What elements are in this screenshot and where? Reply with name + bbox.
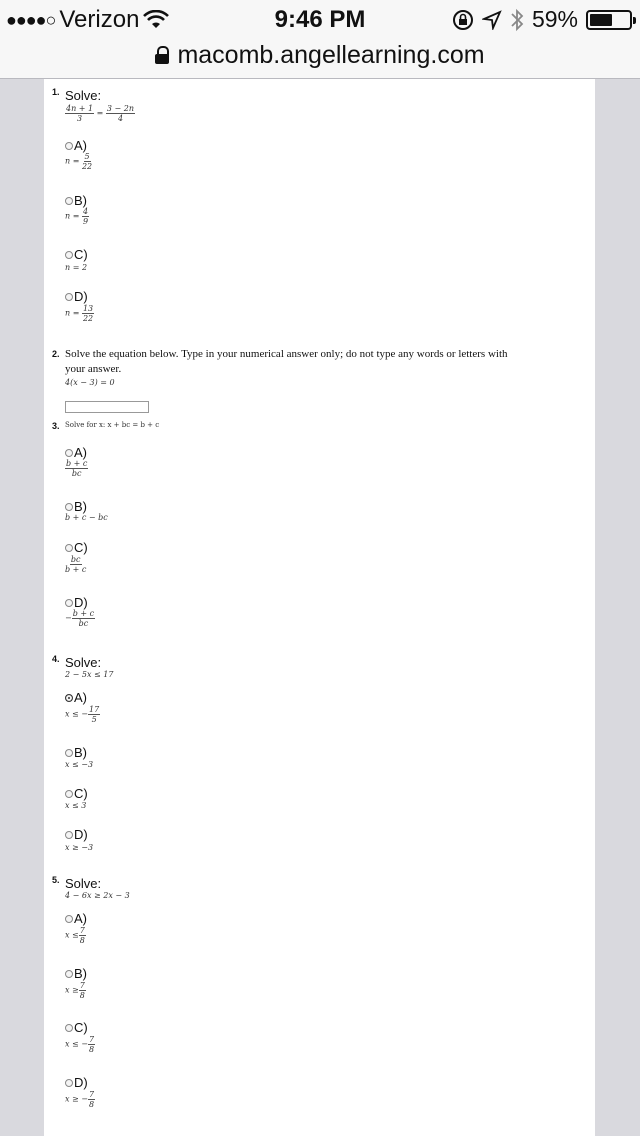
carrier-name: Verizon (59, 6, 140, 33)
option-a-value: x ≤ − $\frac{17}{5}$ (65, 705, 100, 724)
option-c[interactable]: C) (65, 1020, 88, 1035)
battery-icon (586, 10, 632, 30)
question-title: Solve: (65, 655, 102, 670)
option-b[interactable]: B) (65, 193, 87, 208)
signal-strength-icon: ●●●●○ (6, 9, 56, 30)
option-d[interactable]: D) (65, 827, 88, 842)
answer-input[interactable] (65, 401, 149, 413)
option-b-value: n = $\frac{4}{9}$ (65, 207, 89, 226)
option-a[interactable]: A) (65, 690, 87, 705)
option-b[interactable]: B) (65, 745, 87, 760)
option-b[interactable]: B) (65, 966, 87, 981)
option-c[interactable]: C) (65, 247, 88, 262)
option-b-value: b + c − bc (65, 513, 108, 522)
option-b-value: x ≥ $\frac{7}{8}$ (65, 981, 85, 1000)
bluetooth-icon (510, 8, 524, 32)
radio-button[interactable] (65, 293, 73, 301)
question-number: 5. (52, 875, 60, 885)
question-equation: 4 − 6x ≥ 2x − 3 (65, 891, 130, 900)
question-title: Solve the equation below. Type in your numerical answer only; do not type any words or letters with (65, 348, 508, 360)
radio-button[interactable] (65, 599, 73, 607)
question-number: 4. (52, 654, 60, 664)
radio-button[interactable] (65, 544, 73, 552)
option-c-value: x ≤ 3 (65, 801, 87, 810)
battery-level (590, 14, 612, 26)
option-b-value: x ≤ −3 (65, 760, 94, 769)
option-b[interactable]: B) (65, 499, 87, 514)
radio-button[interactable] (65, 197, 73, 205)
question-title: Solve for x: x + bc = b + c (65, 421, 160, 429)
option-d[interactable]: D) (65, 595, 88, 610)
question-number: 1. (52, 87, 60, 97)
option-a[interactable]: A) (65, 445, 87, 460)
url-text: macomb.angellearning.com (177, 41, 485, 69)
option-d[interactable]: D) (65, 289, 88, 304)
question-number: 2. (52, 349, 60, 359)
radio-button[interactable] (65, 970, 73, 978)
radio-button[interactable] (65, 503, 73, 511)
radio-button[interactable] (65, 790, 73, 798)
option-c-value: $\frac{bc}{b + c}$ (65, 555, 87, 574)
question-title: Solve: (65, 876, 102, 891)
location-icon (482, 10, 502, 30)
option-d[interactable]: D) (65, 1075, 88, 1090)
question-title: Solve: (65, 88, 102, 103)
rotation-lock-icon (452, 9, 474, 31)
option-a-value: $\frac{b + c}{bc}$ (66, 459, 88, 478)
address-bar[interactable] (0, 40, 640, 79)
question-equation: 4(x − 3) = 0 (65, 378, 115, 387)
option-c-value: n = 2 (65, 263, 88, 272)
question-equation: 2 − 5x ≤ 17 (65, 670, 114, 679)
battery-percent: 59% (531, 6, 578, 32)
lock-icon (155, 46, 169, 64)
option-d-value: n = $\frac{13}{22}$ (65, 304, 94, 323)
option-c-value: x ≤ − $\frac{7}{8}$ (65, 1035, 95, 1054)
radio-button[interactable] (65, 831, 73, 839)
radio-button-selected[interactable] (65, 694, 73, 702)
status-icons (452, 6, 632, 33)
option-d-value: x ≥ −3 (65, 843, 94, 852)
option-a[interactable]: A) (65, 911, 87, 926)
option-c[interactable]: C) (65, 786, 88, 801)
radio-button[interactable] (65, 251, 73, 259)
radio-button[interactable] (65, 449, 73, 457)
radio-button[interactable] (65, 915, 73, 923)
option-a-value: x ≤ $\frac{7}{8}$ (65, 926, 85, 945)
option-a[interactable]: A) (65, 138, 87, 153)
question-equation: $\frac{4n + 1}{3}$ = $\frac{3 - 2n}{4}$ (66, 104, 135, 123)
option-a-value: n = $\frac{5}{22}$ (65, 152, 93, 171)
status-bar (0, 0, 640, 40)
radio-button[interactable] (65, 142, 73, 150)
radio-button[interactable] (65, 1024, 73, 1032)
quiz-page (44, 79, 595, 1136)
question-title-cont: your answer. (65, 363, 122, 375)
question-number: 3. (52, 421, 60, 431)
option-c[interactable]: C) (65, 540, 88, 555)
clock: 9:46 PM (274, 6, 366, 33)
radio-button[interactable] (65, 1079, 73, 1087)
radio-button[interactable] (65, 749, 73, 757)
option-d-value: − $\frac{b + c}{bc}$ (65, 609, 95, 628)
option-d-value: x ≥ − $\frac{7}{8}$ (65, 1090, 95, 1109)
